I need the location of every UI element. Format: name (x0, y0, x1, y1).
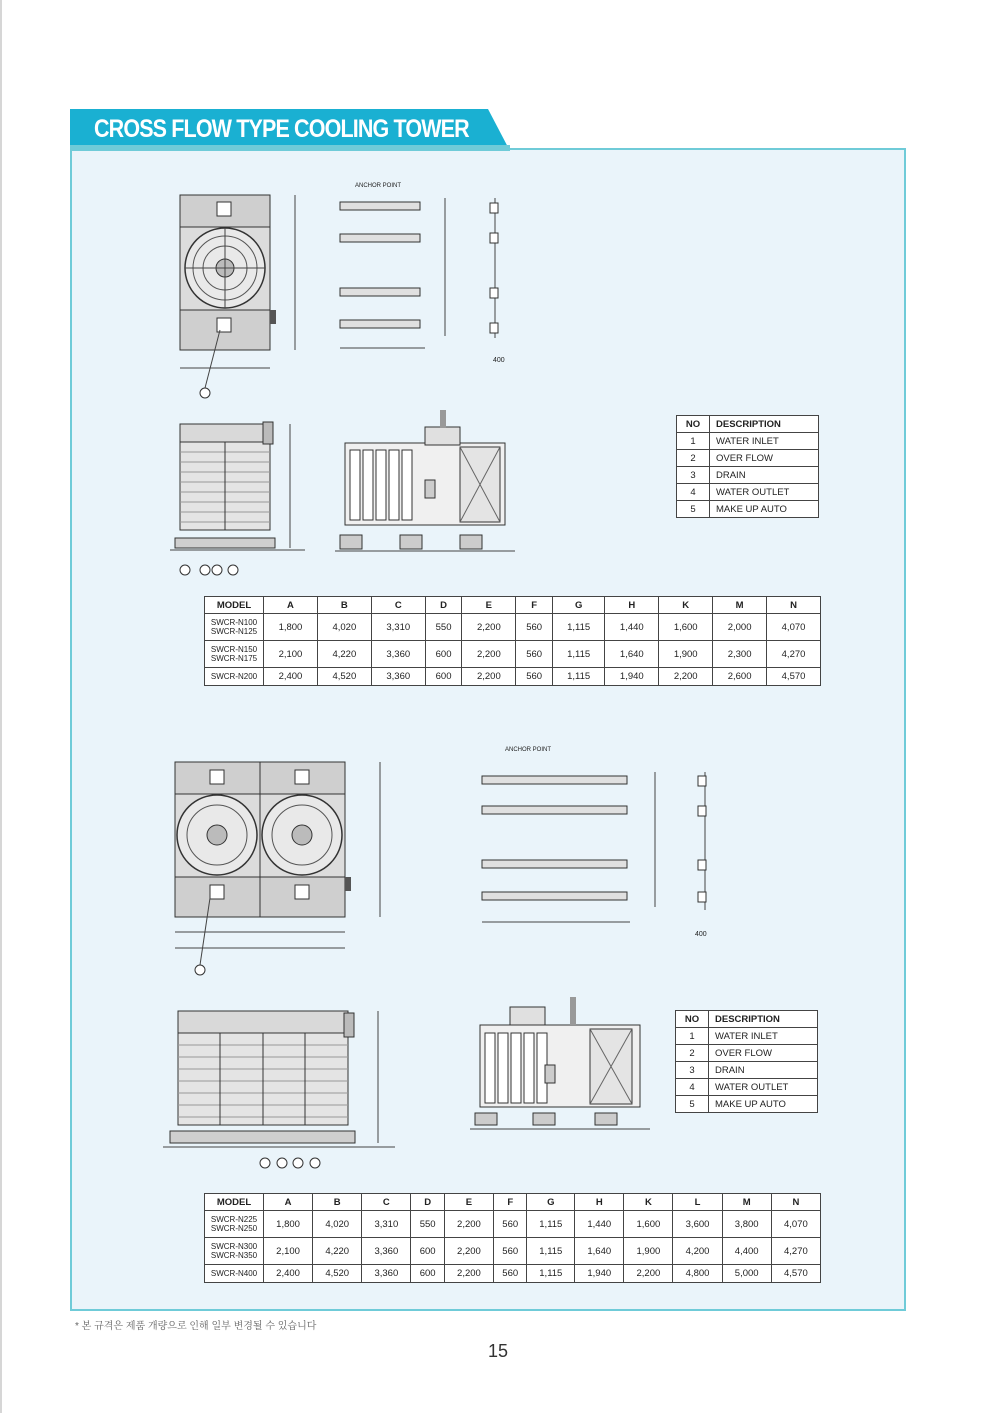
spec-table-2 (204, 1193, 821, 1283)
title-banner (70, 109, 510, 151)
spec-model: SWCR-N300 SWCR-N350 (205, 1238, 264, 1265)
spec-header: N (767, 597, 821, 614)
spec-cell: 600 (425, 668, 462, 686)
spec-cell: 2,200 (444, 1238, 493, 1265)
plan-view-double (160, 750, 400, 985)
spec-cell: 3,600 (673, 1211, 722, 1238)
spec-cell: 1,940 (575, 1265, 624, 1283)
spec-header: B (317, 597, 371, 614)
spec-cell: 2,200 (462, 668, 516, 686)
spec-cell: 1,900 (624, 1238, 673, 1265)
legend-description: WATER INLET (710, 433, 819, 450)
spec-cell: 3,800 (722, 1211, 771, 1238)
legend-description: OVER FLOW (709, 1045, 818, 1062)
spec-header: H (605, 597, 659, 614)
anchor-point-label-1: ANCHOR POINT (355, 183, 402, 189)
footnote: * 본 규격은 제품 개량으로 인해 일부 변경될 수 있습니다 (75, 1321, 317, 1332)
spec-cell: 2,200 (444, 1265, 493, 1283)
legend-no: 2 (677, 450, 710, 467)
spec-row (205, 1265, 821, 1283)
legend-no: 4 (676, 1079, 709, 1096)
spec-cell: 4,570 (771, 1265, 820, 1283)
legend-description: DRAIN (709, 1062, 818, 1079)
spec-table-1 (204, 596, 821, 686)
spec-cell: 1,640 (575, 1238, 624, 1265)
spec-cell: 600 (411, 1265, 444, 1283)
spec-cell: 4,020 (313, 1211, 362, 1238)
spec-cell: 2,600 (713, 668, 767, 686)
spec-cell: 1,115 (527, 1211, 575, 1238)
spec-header: M (722, 1194, 771, 1211)
spec-cell: 1,440 (575, 1211, 624, 1238)
spec-header: A (264, 597, 318, 614)
spec-model: SWCR-N150 SWCR-N175 (205, 641, 264, 668)
front-elevation-double (160, 1005, 400, 1175)
spec-cell: 4,520 (313, 1265, 362, 1283)
legend-description: WATER OUTLET (709, 1079, 818, 1096)
plan-view-single (165, 180, 315, 405)
legend-description: WATER OUTLET (710, 484, 819, 501)
legend-description: OVER FLOW (710, 450, 819, 467)
spec-cell: 3,360 (362, 1238, 411, 1265)
spec-cell: 3,310 (371, 614, 425, 641)
spec-cell: 1,900 (659, 641, 713, 668)
spec-cell: 2,200 (659, 668, 713, 686)
spec-cell: 4,220 (313, 1238, 362, 1265)
legend-header-row (676, 1011, 818, 1028)
spec-cell: 1,115 (527, 1238, 575, 1265)
spec-cell: 4,270 (767, 641, 821, 668)
legend-row (677, 501, 819, 518)
dim-400-label-2: 400 (695, 931, 707, 938)
legend-row (677, 484, 819, 501)
legend-description: MAKE UP AUTO (710, 501, 819, 518)
spec-header: G (552, 597, 604, 614)
spec-cell: 3,360 (362, 1265, 411, 1283)
spec-header: E (462, 597, 516, 614)
legend-row (677, 467, 819, 484)
spec-cell: 2,200 (444, 1211, 493, 1238)
spec-model: SWCR-N225 SWCR-N250 (205, 1211, 264, 1238)
legend-header-no: NO (677, 416, 710, 433)
spec-header: K (659, 597, 713, 614)
spec-cell: 550 (425, 614, 462, 641)
legend-row (677, 450, 819, 467)
legend-row (676, 1062, 818, 1079)
spec-model: SWCR-N400 (205, 1265, 264, 1283)
spec-cell: 1,115 (552, 614, 604, 641)
legend-table-2 (675, 1010, 818, 1113)
spec-header: L (673, 1194, 722, 1211)
spec-cell: 560 (516, 668, 553, 686)
spec-cell: 4,570 (767, 668, 821, 686)
spec-header: C (371, 597, 425, 614)
side-elevation-single (330, 405, 520, 570)
page-edge (0, 0, 2, 1413)
spec-header-row (205, 597, 821, 614)
page-number: 15 (488, 1341, 509, 1361)
spec-cell: 2,400 (264, 668, 318, 686)
spec-header: D (411, 1194, 444, 1211)
spec-row (205, 641, 821, 668)
spec-cell: 550 (411, 1211, 444, 1238)
legend-no: 5 (677, 501, 710, 518)
legend-row (676, 1096, 818, 1113)
legend-row (676, 1079, 818, 1096)
spec-cell: 1,600 (624, 1211, 673, 1238)
spec-cell: 1,940 (605, 668, 659, 686)
spec-header-row (205, 1194, 821, 1211)
spec-header: D (425, 597, 462, 614)
spec-row (205, 1211, 821, 1238)
legend-row (676, 1028, 818, 1045)
spec-cell: 600 (425, 641, 462, 668)
spec-cell: 2,200 (624, 1265, 673, 1283)
spec-cell: 2,100 (264, 1238, 313, 1265)
spec-cell: 4,520 (317, 668, 371, 686)
side-elevation-double (465, 995, 655, 1140)
spec-cell: 2,400 (264, 1265, 313, 1283)
spec-header: A (264, 1194, 313, 1211)
legend-no: 5 (676, 1096, 709, 1113)
spec-header: MODEL (205, 597, 264, 614)
spec-cell: 4,270 (771, 1238, 820, 1265)
spec-cell: 1,115 (552, 668, 604, 686)
spec-header: H (575, 1194, 624, 1211)
page-title: CROSS FLOW TYPE COOLING TOWER (94, 115, 469, 143)
spec-model: SWCR-N200 (205, 668, 264, 686)
spec-cell: 3,360 (371, 668, 425, 686)
spec-header: K (624, 1194, 673, 1211)
legend-description: MAKE UP AUTO (709, 1096, 818, 1113)
spec-cell: 1,115 (552, 641, 604, 668)
legend-header-description: DESCRIPTION (709, 1011, 818, 1028)
front-elevation-single (165, 410, 315, 580)
legend-no: 2 (676, 1045, 709, 1062)
dim-400-label-1: 400 (493, 357, 505, 364)
spec-cell: 5,000 (722, 1265, 771, 1283)
spec-row (205, 614, 821, 641)
spec-header: N (771, 1194, 820, 1211)
spec-cell: 2,000 (713, 614, 767, 641)
legend-header-description: DESCRIPTION (710, 416, 819, 433)
spec-header: E (444, 1194, 493, 1211)
spec-cell: 3,310 (362, 1211, 411, 1238)
legend-description: WATER INLET (709, 1028, 818, 1045)
spec-cell: 1,640 (605, 641, 659, 668)
legend-no: 4 (677, 484, 710, 501)
spec-cell: 1,600 (659, 614, 713, 641)
legend-row (677, 433, 819, 450)
spec-model: SWCR-N100 SWCR-N125 (205, 614, 264, 641)
legend-no: 1 (677, 433, 710, 450)
legend-no: 3 (676, 1062, 709, 1079)
spec-cell: 2,200 (462, 641, 516, 668)
spec-cell: 4,200 (673, 1238, 722, 1265)
spec-cell: 4,020 (317, 614, 371, 641)
spec-header: F (516, 597, 553, 614)
spec-cell: 4,070 (771, 1211, 820, 1238)
legend-row (676, 1045, 818, 1062)
spec-header: B (313, 1194, 362, 1211)
spec-cell: 560 (516, 614, 553, 641)
spec-header: MODEL (205, 1194, 264, 1211)
spec-cell: 4,800 (673, 1265, 722, 1283)
spec-cell: 2,200 (462, 614, 516, 641)
spec-cell: 1,115 (527, 1265, 575, 1283)
spec-row (205, 1238, 821, 1265)
spec-cell: 560 (516, 641, 553, 668)
spec-cell: 1,800 (264, 1211, 313, 1238)
spec-header: C (362, 1194, 411, 1211)
spec-cell: 560 (494, 1238, 527, 1265)
legend-header-no: NO (676, 1011, 709, 1028)
spec-cell: 560 (494, 1211, 527, 1238)
spec-cell: 2,300 (713, 641, 767, 668)
spec-header: F (494, 1194, 527, 1211)
legend-table-1 (676, 415, 819, 518)
legend-description: DRAIN (710, 467, 819, 484)
spec-cell: 4,400 (722, 1238, 771, 1265)
spec-cell: 1,800 (264, 614, 318, 641)
legend-no: 1 (676, 1028, 709, 1045)
spec-cell: 2,100 (264, 641, 318, 668)
legend-no: 3 (677, 467, 710, 484)
spec-cell: 560 (494, 1265, 527, 1283)
spec-cell: 600 (411, 1238, 444, 1265)
spec-cell: 3,360 (371, 641, 425, 668)
spec-header: G (527, 1194, 575, 1211)
anchor-point-label-2: ANCHOR POINT (505, 747, 552, 753)
spec-cell: 1,440 (605, 614, 659, 641)
spec-cell: 4,220 (317, 641, 371, 668)
spec-row (205, 668, 821, 686)
legend-header-row (677, 416, 819, 433)
anchor-plan-double (470, 742, 720, 942)
spec-header: M (713, 597, 767, 614)
anchor-plan-single (330, 178, 530, 368)
spec-cell: 4,070 (767, 614, 821, 641)
